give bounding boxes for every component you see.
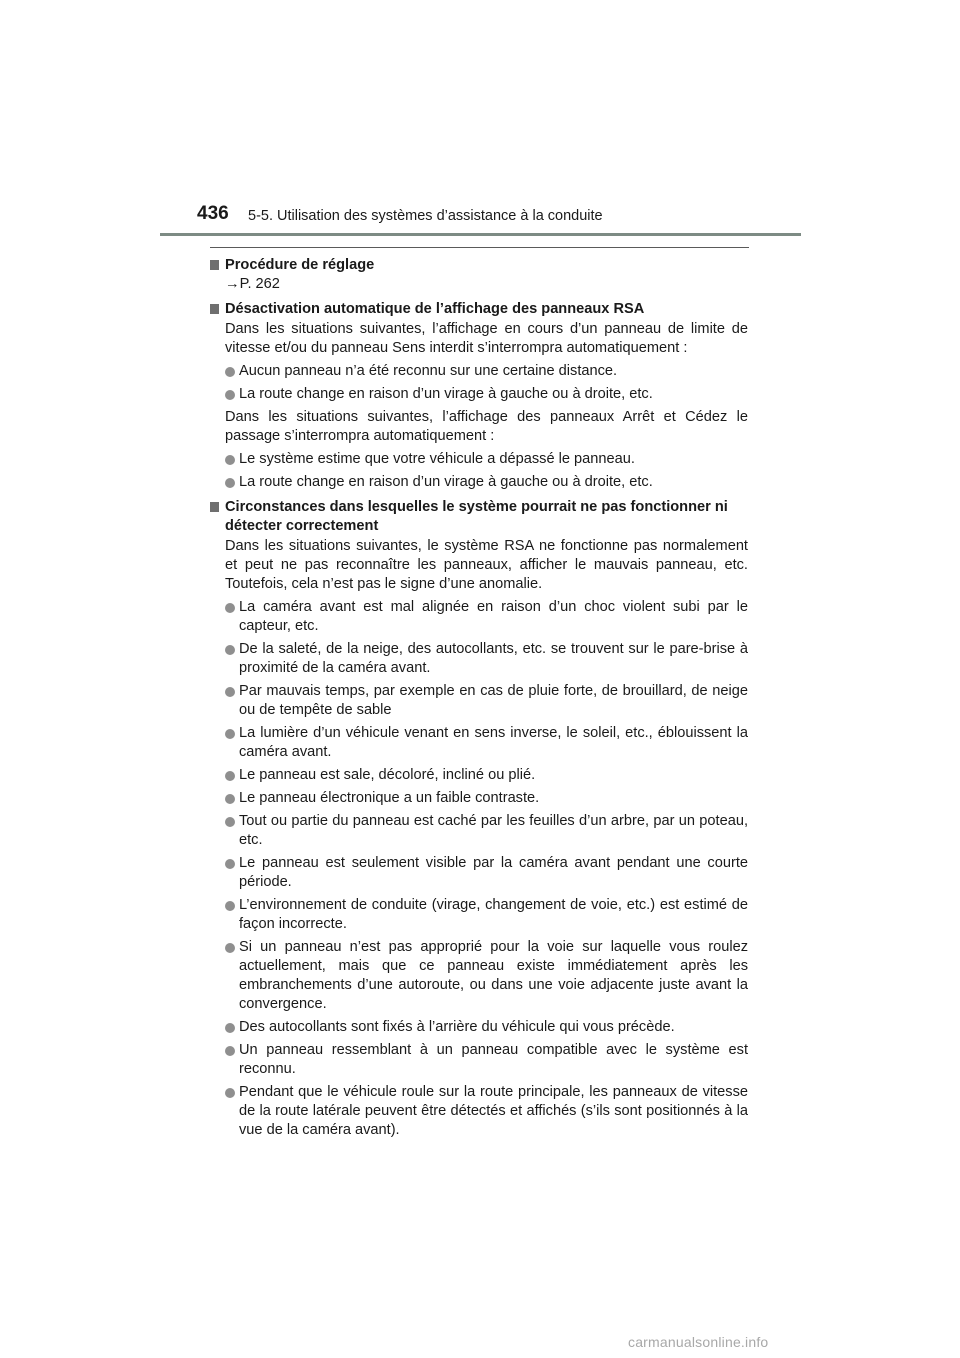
list-item xyxy=(210,450,748,469)
list-item-text: Des autocollants sont fixés à l’arrière du véhicule qui vous précède. xyxy=(239,1019,675,1035)
list-item xyxy=(210,385,748,404)
bullet-dot-icon xyxy=(225,771,235,781)
content-top-rule xyxy=(210,247,749,248)
bullet-dot-icon xyxy=(225,455,235,465)
bullet-dot-icon xyxy=(225,1046,235,1056)
page-reference-link[interactable]: →P. 262 xyxy=(225,276,280,292)
list-item xyxy=(210,789,748,808)
bullet-dot-icon xyxy=(225,603,235,613)
page-content xyxy=(210,256,748,1140)
list-item-text: Le panneau est sale, décoloré, incliné ou plié. xyxy=(239,767,536,783)
list-item-text: L’environnement de conduite (virage, changement de voie, etc.) est estimé de façon incorrecte. xyxy=(239,897,748,932)
bullet-dot-icon xyxy=(225,729,235,739)
list-item xyxy=(210,766,748,785)
list-item-text: Le système estime que votre véhicule a dépassé le panneau. xyxy=(239,451,635,467)
section-title: Procédure de réglage xyxy=(225,257,375,273)
list-item-text: La caméra avant est mal alignée en raison d’un choc violent subi par le capteur, etc. xyxy=(239,599,748,634)
chapter-title: 5-5. Utilisation des systèmes d’assistance à la conduite xyxy=(248,208,603,224)
list-item-text: De la saleté, de la neige, des autocollants, etc. se trouvent sur le pare-brise à proximité de la caméra avant. xyxy=(239,641,748,676)
bullet-dot-icon xyxy=(225,901,235,911)
list-item-text: La route change en raison d’un virage à gauche ou à droite, etc. xyxy=(239,474,653,490)
square-bullet-icon xyxy=(210,304,219,314)
list-item xyxy=(210,473,748,492)
section-heading-procedure xyxy=(210,256,748,275)
bullet-dot-icon xyxy=(225,817,235,827)
list-item xyxy=(210,682,748,720)
list-item-text: Le panneau est seulement visible par la caméra avant pendant une courte période. xyxy=(239,855,748,890)
paragraph: Dans les situations suivantes, l’affichage en cours d’un panneau de limite de vitesse et/ou du panneau Sens interdit s’interrompra automatiquement : xyxy=(225,321,748,356)
list-item xyxy=(210,362,748,381)
bullet-dot-icon xyxy=(225,390,235,400)
list-item-text: Pendant que le véhicule roule sur la route principale, les panneaux de vitesse de la route latérale peuvent être détectés et affichés (s’ils sont positionnés à la vue de la caméra avant). xyxy=(239,1084,748,1138)
section-heading-limitations xyxy=(210,498,748,536)
list-item xyxy=(210,1083,748,1140)
bullet-dot-icon xyxy=(225,367,235,377)
bullet-dot-icon xyxy=(225,943,235,953)
list-item xyxy=(210,854,748,892)
paragraph: Dans les situations suivantes, l’affichage des panneaux Arrêt et Cédez le passage s’interrompra automatiquement : xyxy=(225,409,748,444)
bullet-dot-icon xyxy=(225,794,235,804)
list-item-text: Si un panneau n’est pas approprié pour la voie sur laquelle vous roulez actuellement, mais que ce panneau existe immédiatement après les embranchements d’une autoroute, ou dans une voie adjacente juste avant la convergence. xyxy=(239,939,748,1012)
bullet-dot-icon xyxy=(225,859,235,869)
list-item xyxy=(210,896,748,934)
section-heading-auto-deactivation xyxy=(210,300,748,319)
list-item xyxy=(210,938,748,1014)
section-title: Désactivation automatique de l’affichage des panneaux RSA xyxy=(225,301,645,317)
bullet-list xyxy=(210,362,748,404)
bullet-dot-icon xyxy=(225,478,235,488)
bullet-dot-icon xyxy=(225,687,235,697)
list-item xyxy=(210,1018,748,1037)
list-item xyxy=(210,640,748,678)
bullet-list xyxy=(210,598,748,1140)
list-item xyxy=(210,812,748,850)
list-item-text: La route change en raison d’un virage à gauche ou à droite, etc. xyxy=(239,386,653,402)
bullet-list xyxy=(210,450,748,492)
list-item-text: Par mauvais temps, par exemple en cas de pluie forte, de brouillard, de neige ou de tempête de sable xyxy=(239,683,748,718)
square-bullet-icon xyxy=(210,502,219,512)
bullet-dot-icon xyxy=(225,645,235,655)
list-item xyxy=(210,598,748,636)
watermark: carmanualsonline.info xyxy=(628,1334,769,1350)
list-item-text: Aucun panneau n’a été reconnu sur une certaine distance. xyxy=(239,363,618,379)
page-number: 436 xyxy=(197,203,229,224)
bullet-dot-icon xyxy=(225,1023,235,1033)
list-item xyxy=(210,724,748,762)
list-item-text: Un panneau ressemblant à un panneau compatible avec le système est reconnu. xyxy=(239,1042,748,1077)
header-rule xyxy=(160,233,801,236)
paragraph: Dans les situations suivantes, le système RSA ne fonctionne pas normalement et peut ne pas reconnaître les panneaux, afficher le mauvais panneau, etc. Toutefois, cela n’est pas le signe d’une anomalie. xyxy=(225,538,748,592)
list-item xyxy=(210,1041,748,1079)
section-title: Circonstances dans lesquelles le système pourrait ne pas fonctionner ni détecter correctement xyxy=(225,499,728,534)
list-item-text: La lumière d’un véhicule venant en sens inverse, le soleil, etc., éblouissent la caméra avant. xyxy=(239,725,748,760)
list-item-text: Tout ou partie du panneau est caché par les feuilles d’un arbre, par un poteau, etc. xyxy=(239,813,748,848)
bullet-dot-icon xyxy=(225,1088,235,1098)
list-item-text: Le panneau électronique a un faible contraste. xyxy=(239,790,540,806)
square-bullet-icon xyxy=(210,260,219,270)
